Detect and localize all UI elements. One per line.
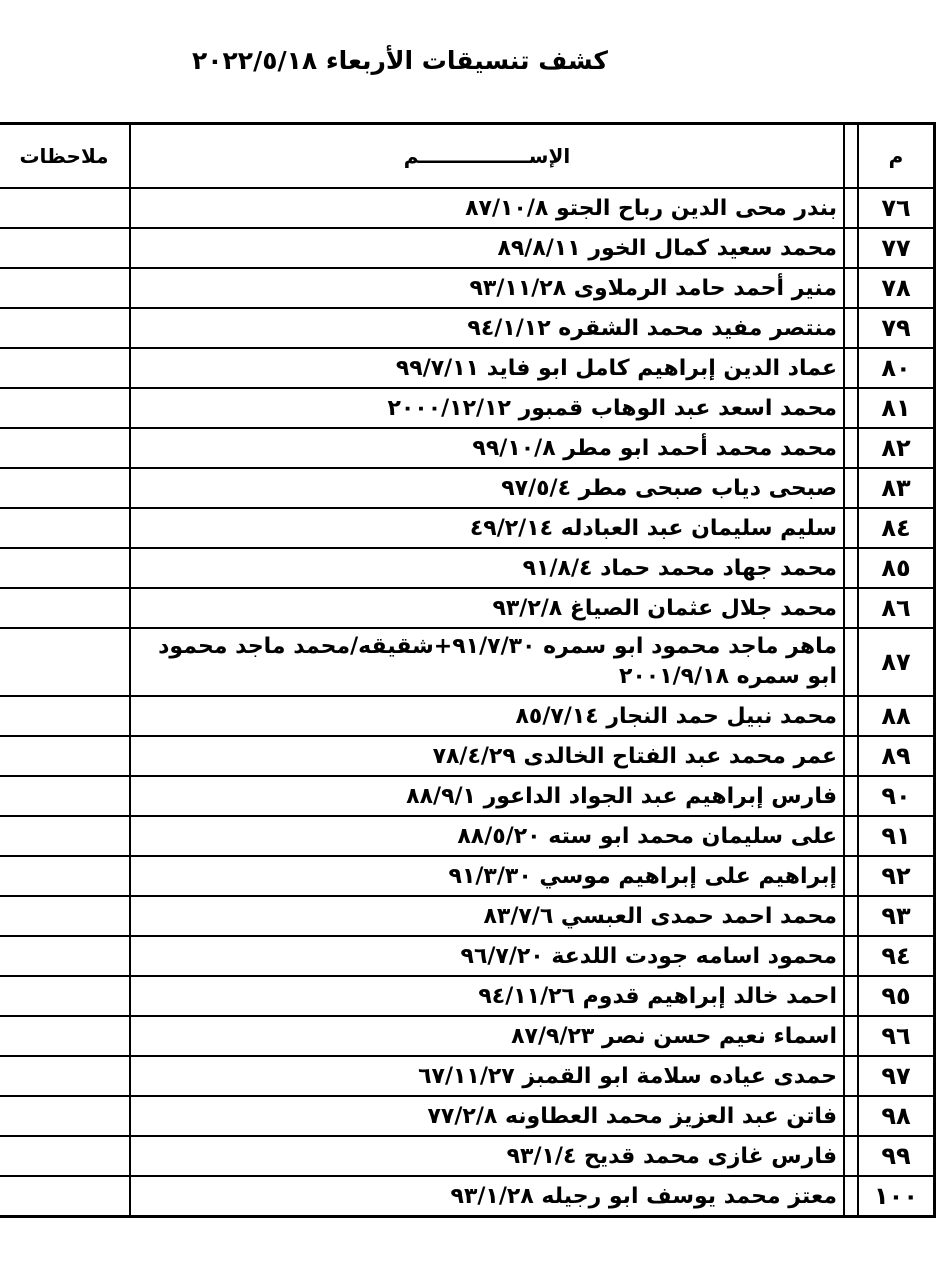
row-notes	[0, 1096, 130, 1136]
row-notes	[0, 548, 130, 588]
column-divider	[844, 896, 858, 936]
column-divider	[844, 1056, 858, 1096]
row-number: ٨٩	[858, 736, 935, 776]
row-notes	[0, 228, 130, 268]
row-number: ٩٧	[858, 1056, 935, 1096]
row-name: ماهر ماجد محمود ابو سمره ٩١/٧/٣٠+شقيقه/محمد ماجد محمود ابو سمره ٢٠٠١/٩/١٨	[130, 628, 844, 696]
row-number: ٨٦	[858, 588, 935, 628]
row-name: منتصر مفيد محمد الشقره ٩٤/١/١٢	[130, 308, 844, 348]
row-number: ٨٢	[858, 428, 935, 468]
column-divider	[844, 428, 858, 468]
table-row	[0, 816, 935, 856]
row-notes	[0, 1176, 130, 1217]
column-divider	[844, 548, 858, 588]
row-name: محمد سعيد كمال الخور ٨٩/٨/١١	[130, 228, 844, 268]
table-row	[0, 896, 935, 936]
column-divider	[844, 736, 858, 776]
column-divider	[844, 508, 858, 548]
row-number: ٩٨	[858, 1096, 935, 1136]
row-name: محمود اسامه جودت اللدعة ٩٦/٧/٢٠	[130, 936, 844, 976]
row-name: عمر محمد عبد الفتاح الخالدى ٧٨/٤/٢٩	[130, 736, 844, 776]
table-row	[0, 268, 935, 308]
row-notes	[0, 976, 130, 1016]
table-row	[0, 736, 935, 776]
row-notes	[0, 188, 130, 228]
column-divider	[844, 696, 858, 736]
table-row	[0, 776, 935, 816]
table-row	[0, 428, 935, 468]
row-name: بندر محى الدين رباح الجتو ٨٧/١٠/٨	[130, 188, 844, 228]
row-name: سليم سليمان عبد العبادله ٤٩/٢/١٤	[130, 508, 844, 548]
column-divider	[844, 776, 858, 816]
row-notes	[0, 308, 130, 348]
row-name: منير أحمد حامد الرملاوى ٩٣/١١/٢٨	[130, 268, 844, 308]
row-number: ٩٢	[858, 856, 935, 896]
row-number: ٧٦	[858, 188, 935, 228]
row-name: فارس غازى محمد قديح ٩٣/١/٤	[130, 1136, 844, 1176]
column-divider	[844, 268, 858, 308]
row-notes	[0, 1016, 130, 1056]
column-divider	[844, 308, 858, 348]
row-number: ٨٥	[858, 548, 935, 588]
row-notes	[0, 348, 130, 388]
row-number: ٩٤	[858, 936, 935, 976]
column-divider	[844, 1136, 858, 1176]
row-number: ٨٧	[858, 628, 935, 696]
row-name: احمد خالد إبراهيم قدوم ٩٤/١١/٢٦	[130, 976, 844, 1016]
column-divider	[844, 1176, 858, 1217]
row-number: ٨٠	[858, 348, 935, 388]
row-notes	[0, 268, 130, 308]
table-row	[0, 976, 935, 1016]
row-number: ٩٦	[858, 1016, 935, 1056]
row-name: محمد جهاد محمد حماد ٩١/٨/٤	[130, 548, 844, 588]
table-row	[0, 388, 935, 428]
table-row	[0, 628, 935, 696]
column-divider	[844, 856, 858, 896]
table-row	[0, 468, 935, 508]
row-number: ٧٧	[858, 228, 935, 268]
names-table	[0, 122, 936, 1218]
row-name: محمد محمد أحمد ابو مطر ٩٩/١٠/٨	[130, 428, 844, 468]
row-number: ٩١	[858, 816, 935, 856]
row-name: حمدى عياده سلامة ابو القمبز ٦٧/١١/٢٧	[130, 1056, 844, 1096]
table-row	[0, 1136, 935, 1176]
row-notes	[0, 1136, 130, 1176]
row-number: ١٠٠	[858, 1176, 935, 1217]
row-notes	[0, 588, 130, 628]
table-row	[0, 588, 935, 628]
table-row	[0, 1096, 935, 1136]
column-divider	[844, 1096, 858, 1136]
row-name: محمد احمد حمدى العبسي ٨٣/٧/٦	[130, 896, 844, 936]
column-divider	[844, 468, 858, 508]
row-name: فارس إبراهيم عبد الجواد الداعور ٨٨/٩/١	[130, 776, 844, 816]
header-name: الإســــــــــــــــم	[130, 124, 844, 189]
row-notes	[0, 736, 130, 776]
table-row	[0, 308, 935, 348]
column-divider	[844, 188, 858, 228]
row-notes	[0, 1056, 130, 1096]
row-notes	[0, 776, 130, 816]
table-body	[0, 188, 935, 1217]
table-row	[0, 508, 935, 548]
row-number: ٨٤	[858, 508, 935, 548]
table-row	[0, 1056, 935, 1096]
row-name: على سليمان محمد ابو سته ٨٨/٥/٢٠	[130, 816, 844, 856]
table-row	[0, 696, 935, 736]
column-divider	[844, 588, 858, 628]
row-number: ٩٩	[858, 1136, 935, 1176]
row-notes	[0, 936, 130, 976]
column-divider	[844, 976, 858, 1016]
row-number: ٩٣	[858, 896, 935, 936]
row-notes	[0, 628, 130, 696]
row-name: محمد اسعد عبد الوهاب قمبور ٢٠٠٠/١٢/١٢	[130, 388, 844, 428]
table-row	[0, 548, 935, 588]
table-row	[0, 228, 935, 268]
row-notes	[0, 856, 130, 896]
row-number: ٨٣	[858, 468, 935, 508]
row-number: ٧٨	[858, 268, 935, 308]
row-notes	[0, 468, 130, 508]
table-row	[0, 1176, 935, 1217]
row-number: ٩٠	[858, 776, 935, 816]
row-name: عماد الدين إبراهيم كامل ابو فايد ٩٩/٧/١١	[130, 348, 844, 388]
row-notes	[0, 428, 130, 468]
row-notes	[0, 388, 130, 428]
row-notes	[0, 696, 130, 736]
page-title: كشف تنسيقات الأربعاء ٢٠٢٢/٥/١٨	[192, 46, 608, 75]
table-header-row	[0, 124, 935, 189]
row-name: اسماء نعيم حسن نصر ٨٧/٩/٢٣	[130, 1016, 844, 1056]
row-number: ٧٩	[858, 308, 935, 348]
table-row	[0, 856, 935, 896]
column-divider	[844, 628, 858, 696]
column-divider	[844, 1016, 858, 1056]
row-notes	[0, 896, 130, 936]
row-name: فاتن عبد العزيز محمد العطاونه ٧٧/٢/٨	[130, 1096, 844, 1136]
row-name: صبحى دياب صبحى مطر ٩٧/٥/٤	[130, 468, 844, 508]
column-divider	[844, 124, 858, 189]
row-name: محمد نبيل حمد النجار ٨٥/٧/١٤	[130, 696, 844, 736]
column-divider	[844, 348, 858, 388]
row-number: ٩٥	[858, 976, 935, 1016]
table-row	[0, 1016, 935, 1056]
row-notes	[0, 508, 130, 548]
row-notes	[0, 816, 130, 856]
row-number: ٨١	[858, 388, 935, 428]
column-divider	[844, 228, 858, 268]
column-divider	[844, 388, 858, 428]
header-notes: ملاحظات	[0, 124, 130, 189]
column-divider	[844, 936, 858, 976]
column-divider	[844, 816, 858, 856]
header-number: م	[858, 124, 935, 189]
table-row	[0, 936, 935, 976]
row-name: محمد جلال عثمان الصياغ ٩٣/٢/٨	[130, 588, 844, 628]
row-name: معتز محمد يوسف ابو رجيله ٩٣/١/٢٨	[130, 1176, 844, 1217]
table-row	[0, 348, 935, 388]
row-number: ٨٨	[858, 696, 935, 736]
row-name: إبراهيم على إبراهيم موسي ٩١/٣/٣٠	[130, 856, 844, 896]
table-row	[0, 188, 935, 228]
